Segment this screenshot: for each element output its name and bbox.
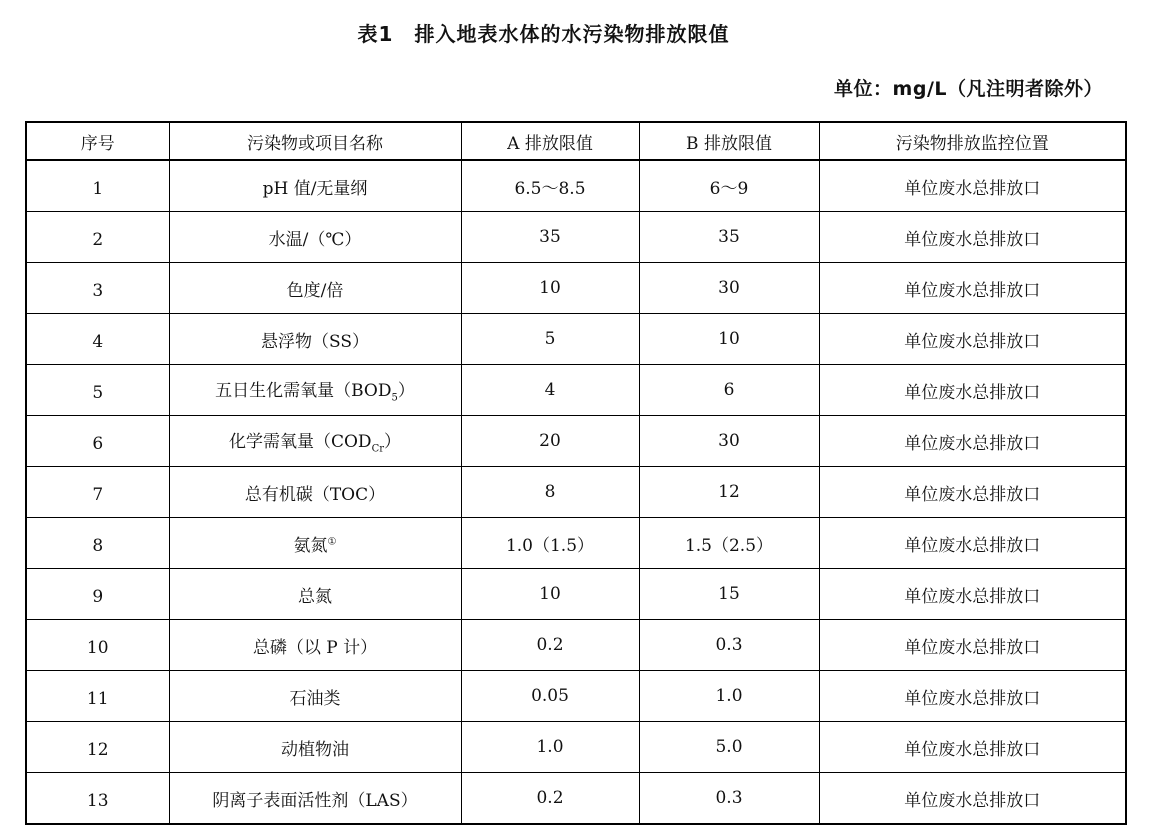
row-b-limit: 10 [639, 314, 819, 365]
row-a-limit: 10 [461, 569, 639, 620]
row-monitoring-location: 单位废水总排放口 [819, 263, 1126, 314]
row-b-limit: 30 [639, 263, 819, 314]
row-pollutant-name: 总磷（以 P 计） [169, 620, 461, 671]
table-row [26, 467, 1126, 518]
row-monitoring-location: 单位废水总排放口 [819, 620, 1126, 671]
row-serial-no: 10 [26, 620, 169, 671]
row-pollutant-name: 悬浮物（SS） [169, 314, 461, 365]
row-a-limit: 20 [461, 416, 639, 467]
row-monitoring-location: 单位废水总排放口 [819, 314, 1126, 365]
row-serial-no: 11 [26, 671, 169, 722]
row-monitoring-location: 单位废水总排放口 [819, 160, 1126, 212]
row-serial-no: 9 [26, 569, 169, 620]
row-serial-no: 1 [26, 160, 169, 212]
pollutant-name-text: 化学需氧量（COD [228, 432, 372, 453]
row-pollutant-name [169, 416, 461, 467]
row-pollutant-name [169, 518, 461, 569]
row-monitoring-location: 单位废水总排放口 [819, 365, 1126, 416]
row-a-limit: 6.5～8.5 [461, 160, 639, 212]
row-serial-no: 3 [26, 263, 169, 314]
row-monitoring-location: 单位废水总排放口 [819, 212, 1126, 263]
table-header-row [26, 122, 1126, 160]
row-b-limit: 35 [639, 212, 819, 263]
table-row [26, 416, 1126, 467]
row-monitoring-location: 单位废水总排放口 [819, 722, 1126, 773]
header-serial-no: 序号 [26, 122, 169, 160]
row-pollutant-name: 阴离子表面活性剂（LAS） [169, 773, 461, 825]
pollutant-name-suffix: ） [384, 432, 401, 453]
table-row [26, 160, 1126, 212]
row-a-limit: 5 [461, 314, 639, 365]
row-b-limit: 15 [639, 569, 819, 620]
row-pollutant-name: 水温/（℃） [169, 212, 461, 263]
row-pollutant-name: 总有机碳（TOC） [169, 467, 461, 518]
row-serial-no: 12 [26, 722, 169, 773]
row-serial-no: 4 [26, 314, 169, 365]
row-b-limit: 6 [639, 365, 819, 416]
table-row [26, 314, 1126, 365]
table-row [26, 518, 1126, 569]
pollutant-name-text: 氨氮 [293, 535, 328, 556]
header-a-limit: A 排放限值 [461, 122, 639, 160]
table-title: 表1 排入地表水体的水污染物排放限值 [357, 22, 730, 46]
row-a-limit: 0.05 [461, 671, 639, 722]
subscript-text: Cr [371, 443, 384, 455]
row-serial-no: 2 [26, 212, 169, 263]
row-pollutant-name: 色度/倍 [169, 263, 461, 314]
row-serial-no: 8 [26, 518, 169, 569]
row-pollutant-name: pH 值/无量纲 [169, 160, 461, 212]
table-row [26, 620, 1126, 671]
row-pollutant-name [169, 365, 461, 416]
table-row [26, 773, 1126, 825]
row-serial-no: 7 [26, 467, 169, 518]
table-row [26, 569, 1126, 620]
header-b-limit: B 排放限值 [639, 122, 819, 160]
row-pollutant-name: 动植物油 [169, 722, 461, 773]
row-a-limit: 8 [461, 467, 639, 518]
row-pollutant-name: 石油类 [169, 671, 461, 722]
row-b-limit: 30 [639, 416, 819, 467]
row-a-limit: 1.0 [461, 722, 639, 773]
row-monitoring-location: 单位废水总排放口 [819, 671, 1126, 722]
table-row [26, 722, 1126, 773]
row-a-limit: 4 [461, 365, 639, 416]
unit-note: 单位：mg/L（凡注明者除外） [834, 78, 1103, 100]
header-monitoring-location: 污染物排放监控位置 [819, 122, 1126, 160]
row-monitoring-location: 单位废水总排放口 [819, 569, 1126, 620]
row-b-limit: 5.0 [639, 722, 819, 773]
row-a-limit: 0.2 [461, 773, 639, 825]
row-serial-no: 5 [26, 365, 169, 416]
row-b-limit: 12 [639, 467, 819, 518]
row-a-limit: 10 [461, 263, 639, 314]
row-a-limit: 1.0（1.5） [461, 518, 639, 569]
row-b-limit: 0.3 [639, 773, 819, 825]
row-b-limit: 0.3 [639, 620, 819, 671]
row-b-limit: 6～9 [639, 160, 819, 212]
row-monitoring-location: 单位废水总排放口 [819, 518, 1126, 569]
header-pollutant-name: 污染物或项目名称 [169, 122, 461, 160]
footnote-marker: ① [327, 535, 337, 547]
pollutant-name-suffix: ） [397, 381, 415, 402]
table-row [26, 365, 1126, 416]
pollutant-name-text: 五日生化需氧量（BOD [215, 381, 392, 402]
subscript-text: 5 [391, 392, 398, 404]
row-monitoring-location: 单位废水总排放口 [819, 773, 1126, 825]
row-monitoring-location: 单位废水总排放口 [819, 467, 1126, 518]
table-row [26, 263, 1126, 314]
table-row [26, 212, 1126, 263]
row-b-limit: 1.5（2.5） [639, 518, 819, 569]
table-row [26, 671, 1126, 722]
discharge-limits-table [25, 121, 1127, 825]
row-serial-no: 13 [26, 773, 169, 825]
row-b-limit: 1.0 [639, 671, 819, 722]
row-a-limit: 35 [461, 212, 639, 263]
row-monitoring-location: 单位废水总排放口 [819, 416, 1126, 467]
row-a-limit: 0.2 [461, 620, 639, 671]
row-serial-no: 6 [26, 416, 169, 467]
row-pollutant-name: 总氮 [169, 569, 461, 620]
